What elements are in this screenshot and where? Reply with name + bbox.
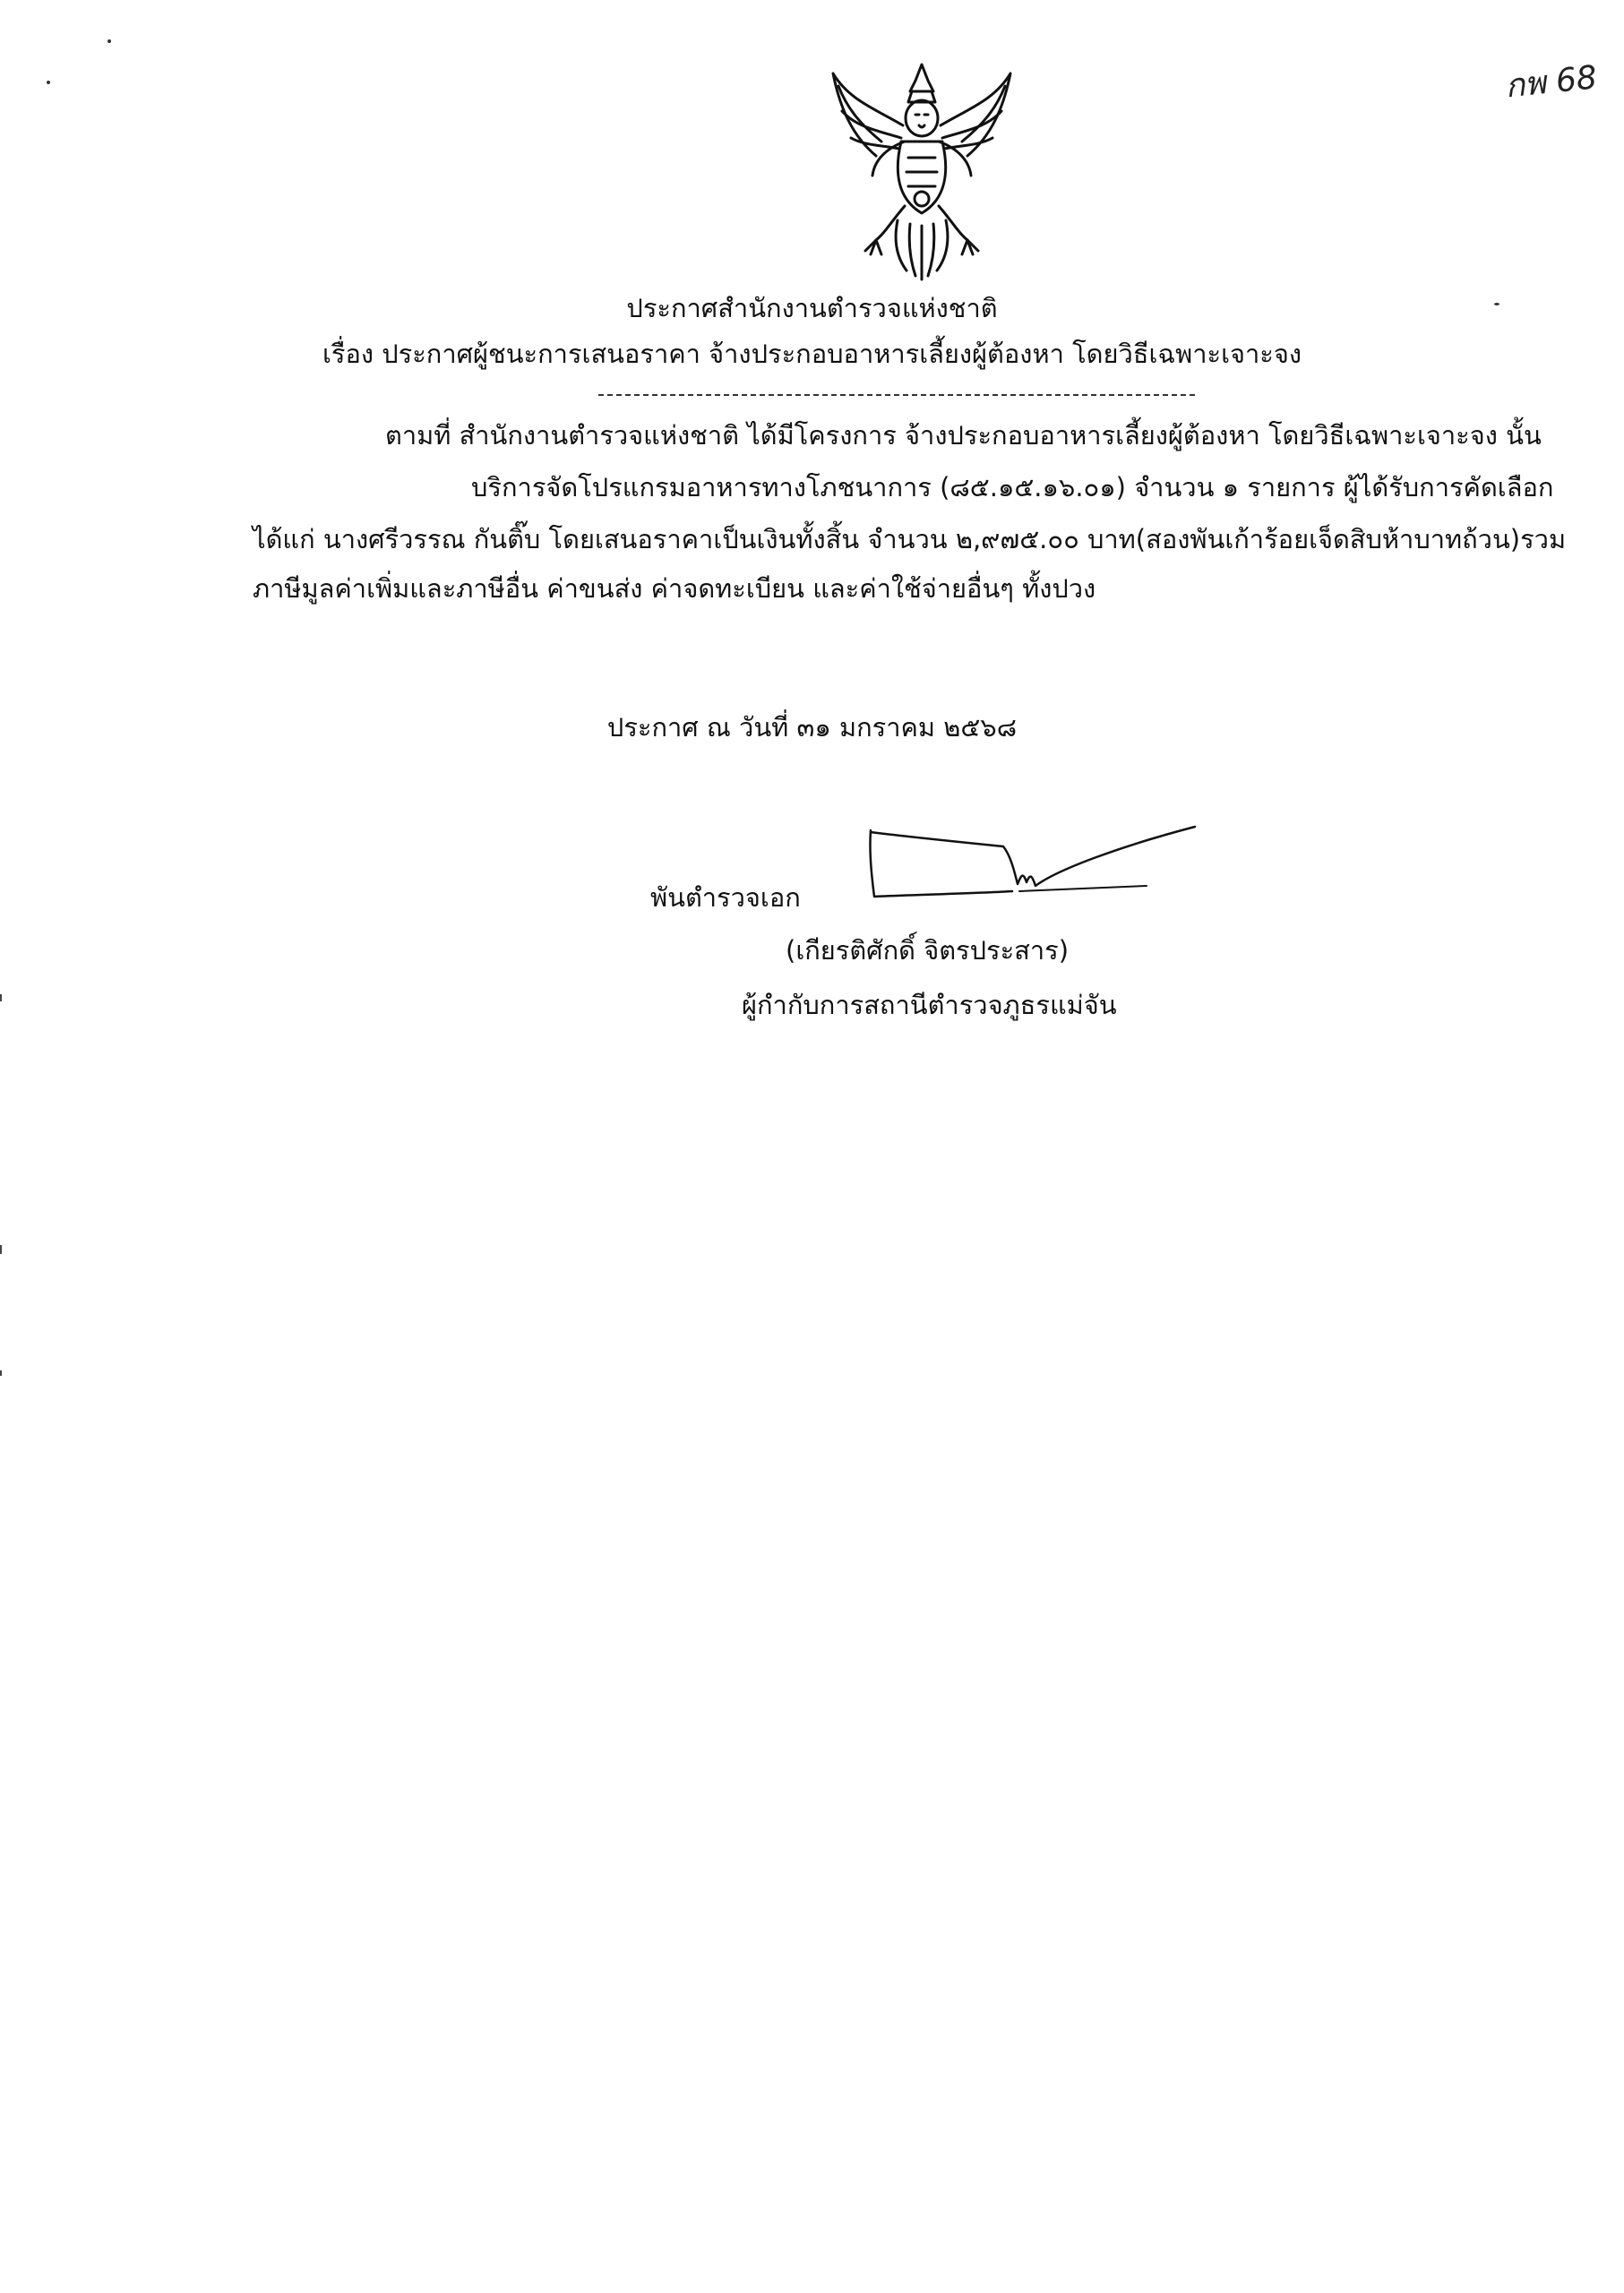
body-line: บริการจัดโปรแกรมอาหารทางโภชนาการ (๘๕.๑๕.๑๖.๐๑) จำนวน ๑ รายการ ผู้ได้รับการคัดเลือก xyxy=(471,472,1554,502)
body-line: ตามที่ สำนักงานตำรวจแห่งชาติ ได้มีโครงการ จ้างประกอบอาหารเลี้ยงผู้ต้องหา โดยวิธีเฉพาะเจาะจง นั้น xyxy=(385,420,1542,451)
garuda-emblem-icon xyxy=(822,56,1021,283)
scan-edge-mark xyxy=(0,1245,2,1254)
scan-edge-mark xyxy=(0,994,2,1001)
announcement-title: ประกาศสำนักงานตำรวจแห่งชาติ xyxy=(626,293,998,323)
signer-position: ผู้กำกับการสถานีตำรวจภูธรแม่จัน xyxy=(742,990,1117,1020)
scan-speck xyxy=(47,81,50,84)
body-line: ได้แก่ นางศรีวรรณ กันติ๊บ โดยเสนอราคาเป็นเงินทั้งสิ้น จำนวน ๒,๙๗๕.๐๐ บาท(สองพันเก้าร้อยเจ็ดสิบห้าบาทถ้วน)รวม xyxy=(253,524,1567,554)
signer-rank: พันตำรวจเอก xyxy=(650,882,801,913)
body-line: ภาษีมูลค่าเพิ่มและภาษีอื่น ค่าขนส่ง ค่าจดทะเบียน และค่าใช้จ่ายอื่นๆ ทั้งปวง xyxy=(253,573,1096,604)
scan-edge-mark xyxy=(0,1370,2,1376)
handwritten-note: กพ 68 xyxy=(1503,59,1599,106)
signer-name: (เกียรติศักดิ์ จิตรประสาร) xyxy=(786,935,1070,966)
separator-line xyxy=(598,394,1195,396)
announcement-date: ประกาศ ณ วันที่ ๓๑ มกราคม ๒๕๖๘ xyxy=(606,712,1018,743)
scan-speck xyxy=(1494,303,1499,305)
handwritten-signature xyxy=(860,820,1200,909)
scan-speck xyxy=(107,39,111,43)
subject-line: เรื่อง ประกาศผู้ชนะการเสนอราคา จ้างประกอบอาหารเลี้ยงผู้ต้องหา โดยวิธีเฉพาะเจาะจง xyxy=(322,339,1302,369)
